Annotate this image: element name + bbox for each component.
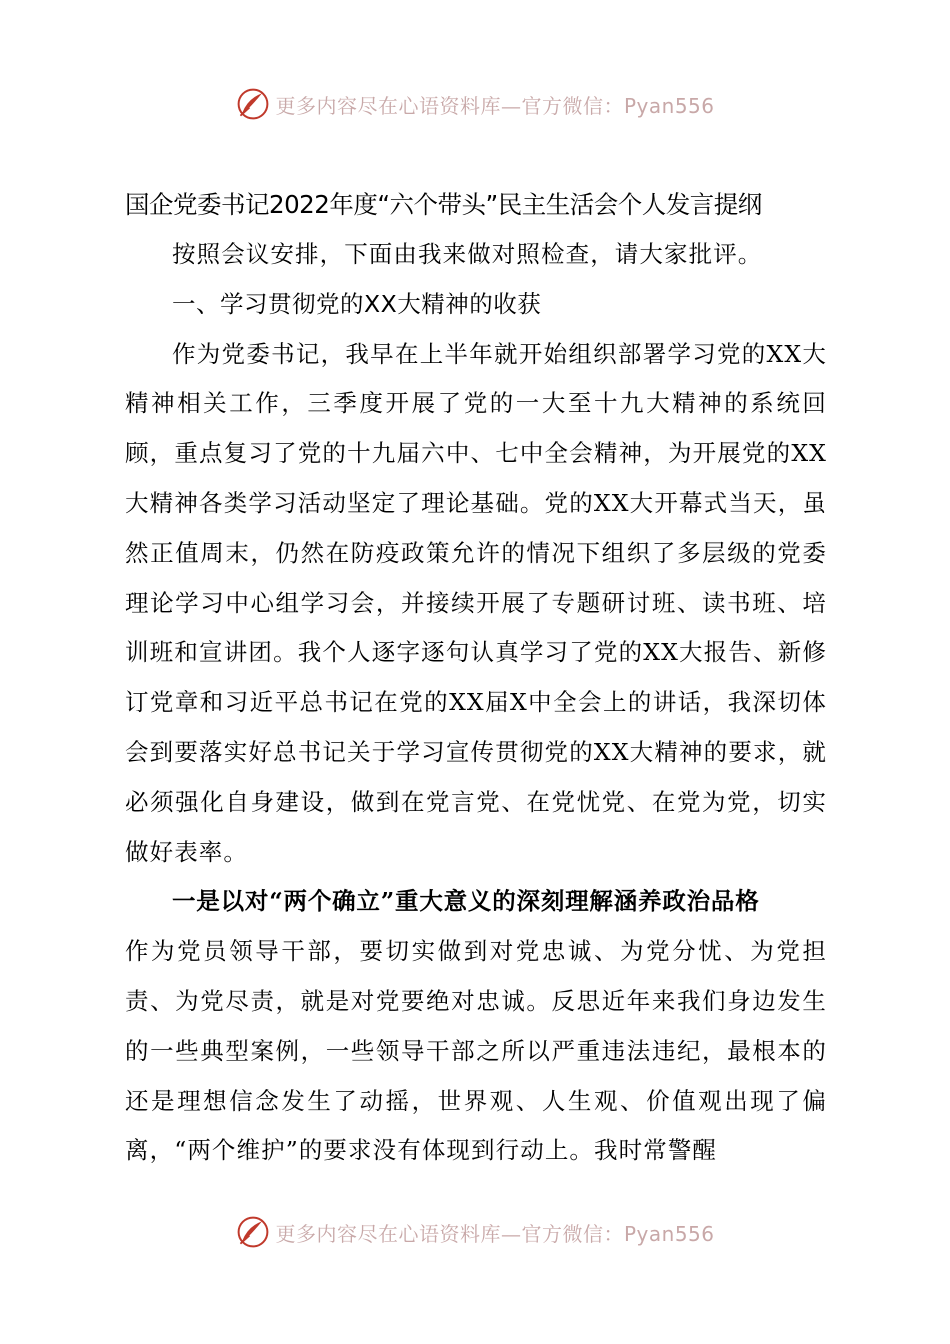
watermark-text: 更多内容尽在心语资料库—官方微信：Pyan556 [275,1221,715,1246]
pen-logo-icon [235,86,271,122]
subheading: 一是以对“两个确立”重大意义的深刻理解涵养政治品格 [172,887,760,916]
intro-paragraph: 按照会议安排，下面由我来做对照检查，请大家批评。 [172,240,763,268]
document-title: 国企党委书记2022年度“六个带头”民主生活会个人发言提纲 [125,190,762,219]
footer-watermark [0,1212,950,1252]
wechat-id: Pyan556 [623,1221,715,1246]
section-paragraph: 作为党委书记，我早在上半年就开始组织部署学习党的XX大精神相关工作，三季度开展了党的一大至十九大精神的系统回顾，重点复习了党的十九届六中、七中全会精神，为开展党的XX大精神各类学习活动坚定了理论基础。党的XX大开幕式当天，虽然正值周末，仍然在防疫政策允许的情况下组织了多层级的党委理论学习中心组学习会，并接续开展了专题研讨班、读书班、培训班和宣讲团。我个人逐字逐句认真学习了党的XX大报告、新修订党章和习近平总书记在党的XX届X中全会上的讲话，我深切体会到要落实好总书记关于学习宣传贯彻党的XX大精神的要求，就必须强化自身建设，做到在党言党、在党忧党、在党为党，切实做好表率。 [125,339,827,866]
section-heading: 一、学习贯彻党的XX大精神的收获 [172,289,542,318]
wechat-id: Pyan556 [623,93,715,118]
watermark-text: 更多内容尽在心语资料库—官方微信：Pyan556 [275,93,715,118]
subsection-paragraph: 作为党员领导干部，要切实做到对党忠诚、为党分忧、为党担责、为党尽责，就是对党要绝对忠诚。反思近年来我们身边发生的一些典型案例，一些领导干部之所以严重违法违纪，最根本的还是理想信念发生了动摇，世界观、人生观、价值观出现了偏离，“两个维护”的要求没有体现到行动上。我时常警醒 [125,937,827,1165]
pen-logo-icon [235,1214,271,1250]
header-watermark [0,84,950,124]
document-body [125,180,827,1176]
